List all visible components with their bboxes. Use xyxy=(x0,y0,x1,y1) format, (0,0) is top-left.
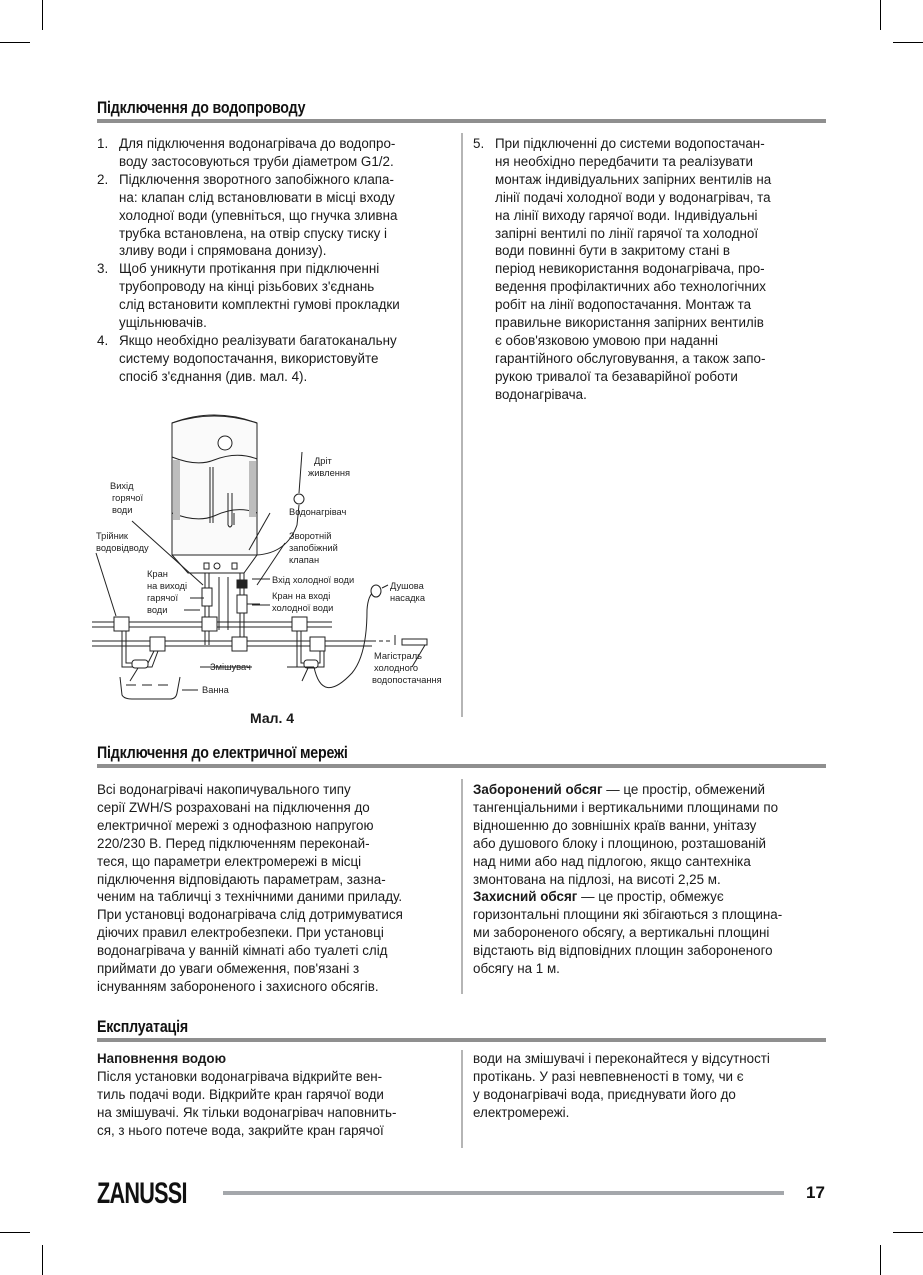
section-title: Експлуатація xyxy=(97,1018,188,1036)
section-rule xyxy=(97,764,826,768)
text-line: ведення профілактичних або технологічних xyxy=(495,279,766,295)
diagram-label: Водонагрівач xyxy=(289,507,347,517)
operation-left-column xyxy=(97,1050,459,1140)
crop-mark xyxy=(880,1245,881,1275)
text-line: гарантійного обслуговування, а також запо- xyxy=(495,350,766,366)
diagram-label: Кран xyxy=(147,569,168,579)
text-line: холодної води (упевніться, що гнучка зливна xyxy=(119,207,398,223)
text-line: ми забороненого обсягу, а вертикальні площині xyxy=(473,925,770,941)
section-rule xyxy=(97,1038,826,1042)
text-line: на: клапан слід встановлювати в місці входу xyxy=(119,189,395,205)
diagram-label: холодного xyxy=(374,663,419,673)
operation-right-column xyxy=(473,1050,833,1122)
crop-mark xyxy=(0,42,30,43)
text-line: систему водопостачання, використовуйте xyxy=(119,350,379,366)
text-line: робіт на лінії водопостачання. Монтаж та xyxy=(495,297,752,313)
text-line: серії ZWH/S розраховані на підключення до xyxy=(97,799,370,815)
term-protective-volume: Захисний обсяг xyxy=(473,889,578,905)
column-divider xyxy=(461,1050,463,1148)
connection-diagram xyxy=(92,405,457,705)
section-header-operation xyxy=(97,1018,826,1042)
page-number: 17 xyxy=(806,1183,825,1202)
text-line: водонагрівача у ванній кімнаті або туалеті слід xyxy=(97,943,388,959)
text-line: спосіб з'єднання (див. мал. 4). xyxy=(119,368,308,384)
section-rule xyxy=(97,119,826,123)
text-line: теся, що параметри електромережі в місці xyxy=(97,853,362,869)
diagram-label: Вхід холодної води xyxy=(272,575,355,585)
list-item xyxy=(97,260,457,332)
figure-caption: Мал. 4 xyxy=(250,710,295,726)
text-line: діючих правил електробезпеки. При установці xyxy=(97,925,384,941)
section-header-water xyxy=(97,99,826,123)
list-item xyxy=(97,332,457,386)
text-line: зливу води і спрямована донизу). xyxy=(119,243,327,259)
text-line: існуванням забороненого і захисного обсягів. xyxy=(97,978,379,994)
water-heater-diagram-icon xyxy=(92,405,457,705)
text-line: у водонагрівачі вода, приєднувати його до xyxy=(473,1086,736,1102)
text-line: є обов'язковою умовою при наданні xyxy=(495,332,718,348)
diagram-label: водопостачання xyxy=(372,675,442,685)
diagram-label: Вихід xyxy=(110,481,134,491)
diagram-label: водовідводу xyxy=(96,543,149,553)
water-left-column xyxy=(97,135,457,386)
text-line: на змішувачі. Як тільки водонагрівач наповнить- xyxy=(97,1104,397,1120)
electric-left-column xyxy=(97,781,459,996)
text-line: тиль подачі води. Відкрийте кран гарячої води xyxy=(97,1086,384,1102)
text-line: підключення відповідають параметрам, зазна- xyxy=(97,871,386,887)
list-item xyxy=(473,135,833,404)
text-line: води повинні бути в закритому стані в xyxy=(495,243,731,259)
water-steps-list-continued xyxy=(473,135,833,404)
text-line: Після установки водонагрівача відкрийте вен- xyxy=(97,1068,383,1084)
diagram-label: горячої xyxy=(112,493,144,503)
text-line: При підключенні до системи водопостачан- xyxy=(495,136,765,151)
section-header-electric xyxy=(97,744,826,768)
text-line: запірні вентилі по лінії гарячої та холодної xyxy=(495,225,759,241)
list-number: 1. xyxy=(97,136,109,151)
list-item xyxy=(97,135,457,171)
column-divider xyxy=(461,133,463,717)
text-line: Для підключення водонагрівача до водопро- xyxy=(119,136,396,151)
list-number: 2. xyxy=(97,171,109,187)
diagram-label: Трійник xyxy=(96,531,128,541)
text-line: відношенню до зовнішніх країв ванни, унітазу xyxy=(473,817,757,833)
text-line: водонагрівача. xyxy=(495,386,587,402)
diagram-label: Душова xyxy=(390,581,424,591)
text-line: трубопроводу на кінці різьбових з'єднань xyxy=(119,279,375,295)
text-line: слід встановити комплектні гумові прокладки xyxy=(119,297,400,313)
diagram-label: Дріт xyxy=(314,456,332,466)
diagram-label: на виході xyxy=(147,581,188,591)
diagram-label: Кран на вході xyxy=(272,591,331,601)
diagram-label: Магістраль xyxy=(374,651,422,661)
text-line: електричної мережі з однофазною напругою xyxy=(97,817,374,833)
text-line: лінії подачі холодної води у водонагрівач, та xyxy=(495,189,771,205)
text-line xyxy=(473,781,833,799)
water-right-column xyxy=(473,135,833,404)
text-line: рукою тривалої та безаварійної роботи xyxy=(495,368,738,384)
list-item xyxy=(97,171,457,261)
diagram-label: клапан xyxy=(289,555,320,565)
text-line: горизонтальні площини які збігаються з площина- xyxy=(473,907,783,923)
footer-rule xyxy=(223,1191,784,1195)
diagram-label: живлення xyxy=(308,468,351,478)
brand-logo: ZANUSSI xyxy=(97,1177,187,1210)
diagram-label: Ванна xyxy=(202,685,229,695)
crop-mark xyxy=(893,42,923,43)
text-line: Якщо необхідно реалізувати багатоканальну xyxy=(119,332,397,348)
diagram-label: Зворотній xyxy=(289,531,332,541)
subheading-filling-water: Наповнення водою xyxy=(97,1051,227,1066)
diagram-label: гарячої xyxy=(147,593,179,603)
diagram-label: води xyxy=(147,605,168,615)
text-line: над ними або над підлогою, якщо сантехніка xyxy=(473,853,751,869)
water-steps-list xyxy=(97,135,457,386)
text-line: ченим на табличці з технічними даними приладу. xyxy=(97,889,403,905)
term-forbidden-volume: Заборонений обсяг xyxy=(473,782,603,797)
section-title: Підключення до водопроводу xyxy=(97,99,306,117)
definition-text: — це простір, обмежений xyxy=(602,782,766,797)
text-line: тангенціальними і вертикальними площинами по xyxy=(473,799,779,815)
text-line: Всі водонагрівачі накопичувального типу xyxy=(97,782,351,797)
diagram-label: води xyxy=(112,505,133,515)
text-line: обсягу на 1 м. xyxy=(473,961,560,977)
text-line: 220/230 В. Перед підключенням переконай- xyxy=(97,835,370,851)
text-line: води на змішувачі і переконайтеся у відсутності xyxy=(473,1051,770,1066)
text-line: Щоб уникнути протікання при підключенні xyxy=(119,261,380,277)
text-line: на лінії виходу гарячої води. Індивідуальні xyxy=(495,207,758,223)
crop-mark xyxy=(0,1232,30,1233)
text-line: правильне використання запірних вентилів xyxy=(495,315,764,331)
text-line: приймати до уваги обмеження, пов'язані з xyxy=(97,961,360,977)
list-number: 4. xyxy=(97,332,109,348)
column-divider xyxy=(461,779,463,994)
text-line: відстають від відповідних площин забороненого xyxy=(473,943,773,959)
crop-mark xyxy=(42,1245,43,1275)
text-line: протікань. У разі невпевненості в тому, чи є xyxy=(473,1068,744,1084)
text-line: ся, з нього потече вода, закрийте кран гарячої xyxy=(97,1122,384,1138)
text-line: монтаж індивідуальних запірних вентилів на xyxy=(495,171,772,187)
diagram-label: Змішувач xyxy=(210,662,251,672)
crop-mark xyxy=(42,0,43,30)
text-line: ня необхідно передбачити та реалізувати xyxy=(495,153,754,169)
text-line: або душового блоку і площиною, розташованій xyxy=(473,835,766,851)
text-line: електромережі. xyxy=(473,1104,570,1120)
text-line: змонтована на підлозі, на висоті 2,25 м. xyxy=(473,871,721,887)
diagram-label: холодної води xyxy=(272,603,334,613)
crop-mark xyxy=(880,0,881,30)
text-line: воду застосовуються труби діаметром G1/2. xyxy=(119,153,394,169)
diagram-label: насадка xyxy=(390,593,425,603)
electric-right-column xyxy=(473,781,833,978)
list-number: 3. xyxy=(97,261,109,277)
section-title: Підключення до електричної мережі xyxy=(97,744,348,762)
text-line: При установці водонагрівача слід дотримуватися xyxy=(97,907,403,923)
list-number: 5. xyxy=(473,136,485,151)
crop-mark xyxy=(893,1232,923,1233)
text-line: ущільнювачів. xyxy=(119,315,207,331)
definition-text: — це простір, обмежує xyxy=(577,889,724,905)
text-line: трубка встановлена, на отвір спуску тиску і xyxy=(119,225,387,241)
diagram-label: запобіжний xyxy=(289,543,338,553)
text-line: період невикористання водонагрівача, про- xyxy=(495,261,765,277)
text-line xyxy=(473,888,833,906)
text-line: Підключення зворотного запобіжного клапа- xyxy=(119,171,394,187)
